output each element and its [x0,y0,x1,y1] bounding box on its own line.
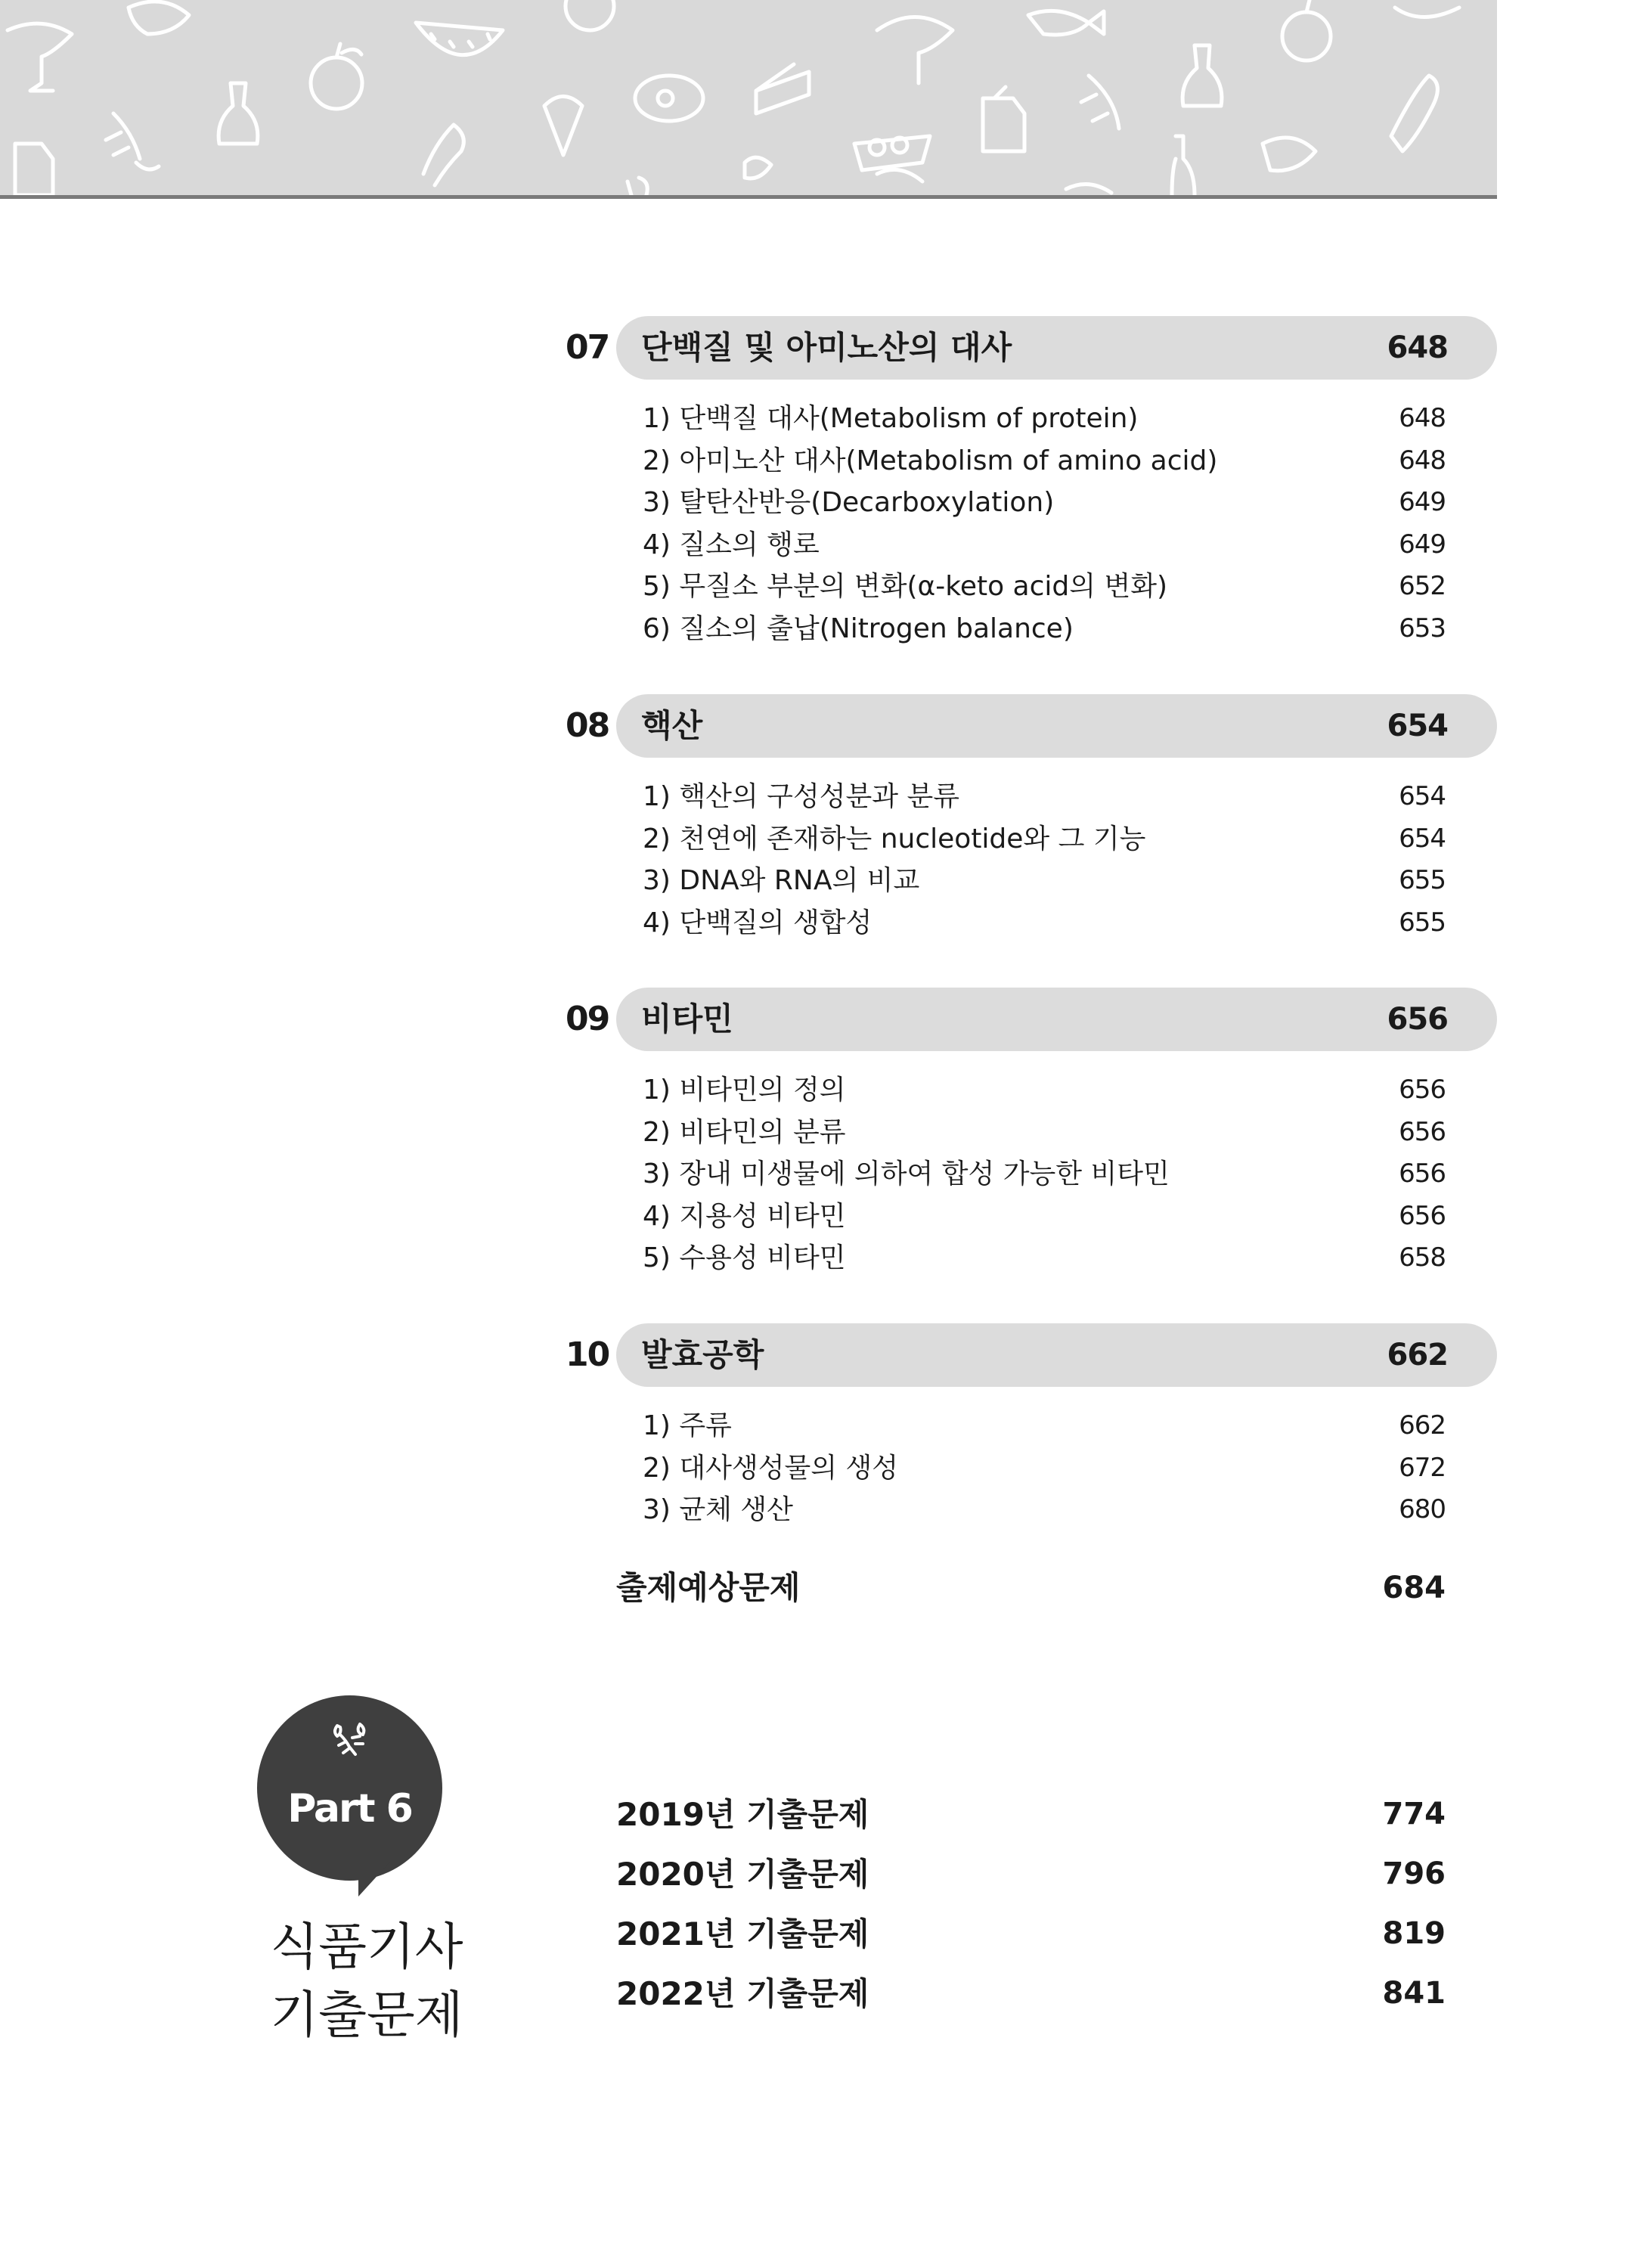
summary-page: 684 [1382,1571,1446,1605]
header-banner [0,0,1497,199]
chapter-page: 654 [1387,709,1448,743]
toc-item-page: 649 [1399,487,1446,517]
toc-item-page: 648 [1399,445,1446,476]
toc-item-page: 653 [1399,613,1446,644]
toc-item-label: 1) 주류 [643,1410,732,1441]
toc-item-label: 1) 단백질 대사(Metabolism of protein) [643,403,1139,434]
toc-item[interactable] [643,1237,1446,1279]
chapter-items [643,398,1446,650]
exam-label: 2022년 기출문제 [616,1975,869,2012]
chapter-number: 10 [566,1335,609,1374]
chapter-page: 662 [1387,1338,1448,1372]
toc-item-label: 2) 천연에 존재하는 nucleotide와 그 기능 [643,823,1146,854]
chapter-heading[interactable] [616,694,1497,758]
toc-item-label: 1) 비타민의 정의 [643,1075,846,1106]
chapter-page: 648 [1387,330,1448,365]
toc-item[interactable] [643,1112,1446,1154]
exam-page: 774 [1382,1797,1446,1831]
toc-item-page: 649 [1399,529,1446,560]
toc-item-page: 672 [1399,1452,1446,1483]
toc-item[interactable] [643,440,1446,482]
exam-item[interactable] [616,1844,1446,1904]
exam-label: 2019년 기출문제 [616,1796,869,1833]
toc-item-label: 6) 질소의 출납(Nitrogen balance) [643,613,1074,644]
lobster-icon [330,1720,370,1763]
toc-item-page: 654 [1399,781,1446,811]
toc-item-label: 4) 단백질의 생합성 [643,907,872,938]
badge-tail [358,1862,390,1897]
part-title-line1: 식품기사 [270,1918,463,1976]
toc-item-page: 662 [1399,1410,1446,1441]
toc-item-page: 648 [1399,403,1446,433]
toc-item[interactable] [643,482,1446,524]
part-title-line2: 기출문제 [270,1986,463,2044]
toc-item-page: 658 [1399,1242,1446,1273]
chapter-items [643,1069,1446,1279]
toc-item-page: 656 [1399,1158,1446,1189]
toc-item[interactable] [643,818,1446,861]
toc-item[interactable] [643,608,1446,650]
toc-item-page: 652 [1399,571,1446,601]
part-badge [257,1695,442,1881]
toc-item[interactable] [643,566,1446,608]
toc-item-label: 5) 무질소 부분의 변화(α-keto acid의 변화) [643,571,1168,602]
exam-list [616,1785,1446,2024]
toc-item[interactable] [643,524,1446,566]
summary-label: 출제예상문제 [616,1569,801,1606]
exam-item[interactable] [616,1964,1446,2024]
toc-item-label: 1) 핵산의 구성성분과 분류 [643,781,960,812]
part-title [257,1913,476,2049]
exam-item[interactable] [616,1785,1446,1844]
toc-item-page: 655 [1399,865,1446,895]
toc-item[interactable] [643,398,1446,440]
chapter-heading[interactable] [616,988,1497,1051]
toc-item-page: 656 [1399,1075,1446,1105]
chapter-number: 08 [566,706,609,745]
exam-page: 796 [1382,1856,1446,1891]
toc-item[interactable] [643,776,1446,818]
toc-item-label: 2) 아미노산 대사(Metabolism of amino acid) [643,445,1218,476]
chapter-title: 단백질 및 아미노산의 대사 [641,329,1012,366]
chapter-heading[interactable] [616,1323,1497,1387]
toc-item-page: 655 [1399,907,1446,938]
toc-item-label: 3) 탈탄산반응(Decarboxylation) [643,487,1055,518]
exam-page: 841 [1382,1976,1446,2011]
chapter-title: 발효공학 [641,1336,764,1373]
toc-summary-item[interactable] [616,1565,1446,1611]
exam-label: 2021년 기출문제 [616,1915,869,1952]
food-pattern-icon [0,0,1497,195]
toc-item[interactable] [643,860,1446,902]
toc-item-label: 3) 균체 생산 [643,1494,793,1525]
toc-item-label: 2) 대사생성물의 생성 [643,1452,899,1484]
exam-item[interactable] [616,1904,1446,1964]
exam-page: 819 [1382,1916,1446,1951]
toc-item-page: 654 [1399,823,1446,854]
chapter-title: 핵산 [641,707,703,744]
toc-item-label: 4) 지용성 비타민 [643,1200,846,1232]
toc-item[interactable] [643,1196,1446,1238]
chapter-items [643,776,1446,944]
toc-item-label: 3) DNA와 RNA의 비교 [643,865,920,896]
toc-item[interactable] [643,1447,1446,1490]
toc-item-page: 656 [1399,1200,1446,1231]
toc-item-page: 656 [1399,1116,1446,1147]
toc-item-label: 4) 질소의 행로 [643,529,820,560]
exam-label: 2020년 기출문제 [616,1856,869,1893]
chapter-page: 656 [1387,1002,1448,1037]
toc-item-label: 5) 수용성 비타민 [643,1242,846,1273]
toc-item[interactable] [643,902,1446,944]
chapter-number: 07 [566,328,609,367]
chapter-title: 비타민 [641,1000,733,1037]
toc-item-label: 3) 장내 미생물에 의하여 합성 가능한 비타민 [643,1158,1170,1189]
toc-item[interactable] [643,1405,1446,1447]
toc-item[interactable] [643,1153,1446,1196]
toc-item[interactable] [643,1489,1446,1531]
chapter-items [643,1405,1446,1531]
chapter-number: 09 [566,1000,609,1038]
part-label: Part 6 [287,1786,412,1831]
toc-item-label: 2) 비타민의 분류 [643,1116,846,1148]
toc-item-page: 680 [1399,1494,1446,1524]
toc-item[interactable] [643,1069,1446,1112]
chapter-heading[interactable] [616,316,1497,380]
